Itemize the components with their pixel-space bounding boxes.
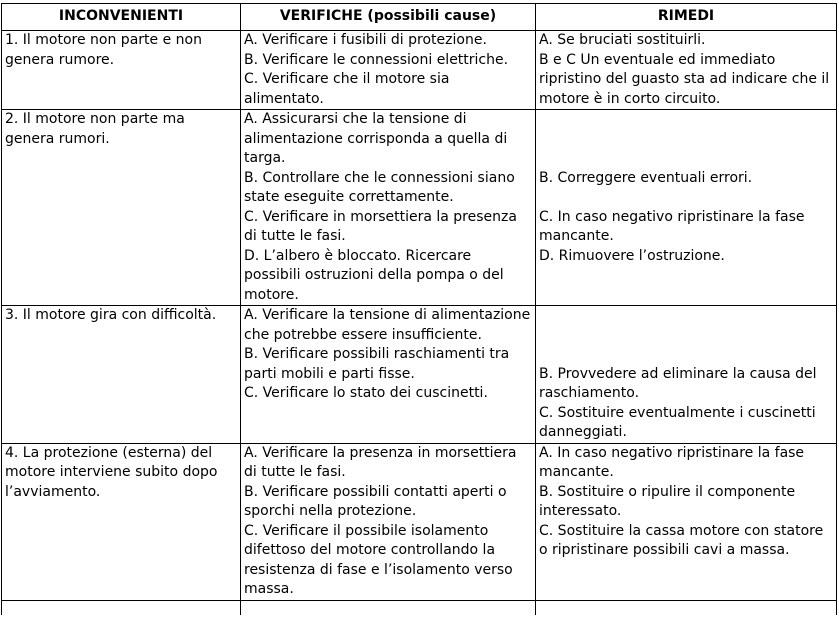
check-item: C. Verificare in morsettiera la presenza di tutte le fasi.: [244, 208, 517, 244]
remedy-item: A. In caso negativo ripristinare la fase mancante.: [539, 444, 805, 480]
problem-cell: [2, 31, 241, 110]
table-row: [2, 31, 837, 110]
problem-text: 1. Il motore non parte e non genera rumore.: [5, 32, 202, 68]
problem-text: 3. Il motore gira con difficoltà.: [5, 307, 217, 323]
problem-text: 2. Il motore non parte ma genera rumori.: [5, 111, 185, 147]
checks-cell: [241, 306, 536, 444]
check-item: B. Controllare che le connessioni siano state eseguite correttamente.: [244, 169, 515, 205]
check-item: B. Verificare le connessioni elettriche.: [244, 51, 509, 68]
remedy-item: B. Sostituire o ripulire il componente interessato.: [539, 483, 796, 519]
header-checks: VERIFICHE (possibili cause): [241, 4, 536, 31]
remedy-item: A. Se bruciati sostituirli.: [539, 32, 706, 48]
problem-cell: [2, 110, 241, 306]
problem-cell: [2, 443, 241, 600]
check-item: D. L’albero è bloccato. Ricercare possibili ostruzioni della pompa o del motore.: [244, 247, 504, 303]
remedies-cell: [536, 443, 837, 600]
table-row: [2, 110, 837, 306]
remedies-cell: [536, 110, 837, 306]
header-problems: INCONVENIENTI: [2, 4, 241, 31]
problem-cell: [2, 306, 241, 444]
remedy-item: C. In caso negativo ripristinare la fase mancante.: [539, 208, 805, 244]
check-item: A. Verificare la tensione di alimentazione che potrebbe essere insufficiente.: [244, 307, 531, 343]
check-item: C. Verificare lo stato dei cuscinetti.: [244, 385, 488, 401]
remedy-item: B. Provvedere ad eliminare la causa del raschiamento.: [539, 365, 817, 401]
remedies-cell: [536, 306, 837, 444]
empty-cell: [241, 600, 536, 615]
problem-text: 4. La protezione (esterna) del motore interviene subito dopo l’avviamento.: [5, 444, 218, 500]
remedy-item: B. Correggere eventuali errori.: [539, 169, 753, 186]
check-item: C. Verificare che il motore sia alimentato.: [244, 71, 450, 107]
check-item: B. Verificare possibili contatti aperti o sporchi nella protezione.: [244, 483, 507, 519]
table-row: [2, 443, 837, 600]
table-row: [2, 306, 837, 444]
remedies-cell: [536, 31, 837, 110]
remedy-item: C. Sostituire eventualmente i cuscinetti danneggiati.: [539, 404, 816, 440]
check-item: B. Verificare possibili raschiamenti tra parti mobili e parti fisse.: [244, 346, 510, 382]
table-row-empty: [2, 600, 837, 615]
remedy-item: B e C Un eventuale ed immediato ripristino del guasto sta ad indicare che il motore è in corto circuito.: [539, 51, 830, 107]
troubleshooting-table: [1, 3, 837, 615]
check-item: A. Verificare la presenza in morsettiera di tutte le fasi.: [244, 444, 517, 480]
check-item: C. Verificare il possibile isolamento difettoso del motore controllando la resistenza di fase e l’isolamento verso massa.: [244, 522, 513, 597]
remedy-item: D. Rimuovere l’ostruzione.: [539, 247, 725, 264]
remedy-item: C. Sostituire la cassa motore con statore o ripristinare possibili cavi a massa.: [539, 522, 824, 558]
empty-cell: [2, 600, 241, 615]
checks-cell: [241, 31, 536, 110]
empty-cell: [536, 600, 837, 615]
header-row: [2, 4, 837, 31]
check-item: A. Assicurarsi che la tensione di alimentazione corrisponda a quella di targa.: [244, 111, 508, 166]
checks-cell: [241, 443, 536, 600]
checks-cell: [241, 110, 536, 306]
header-remedies: RIMEDI: [536, 4, 837, 31]
check-item: A. Verificare i fusibili di protezione.: [244, 32, 487, 48]
